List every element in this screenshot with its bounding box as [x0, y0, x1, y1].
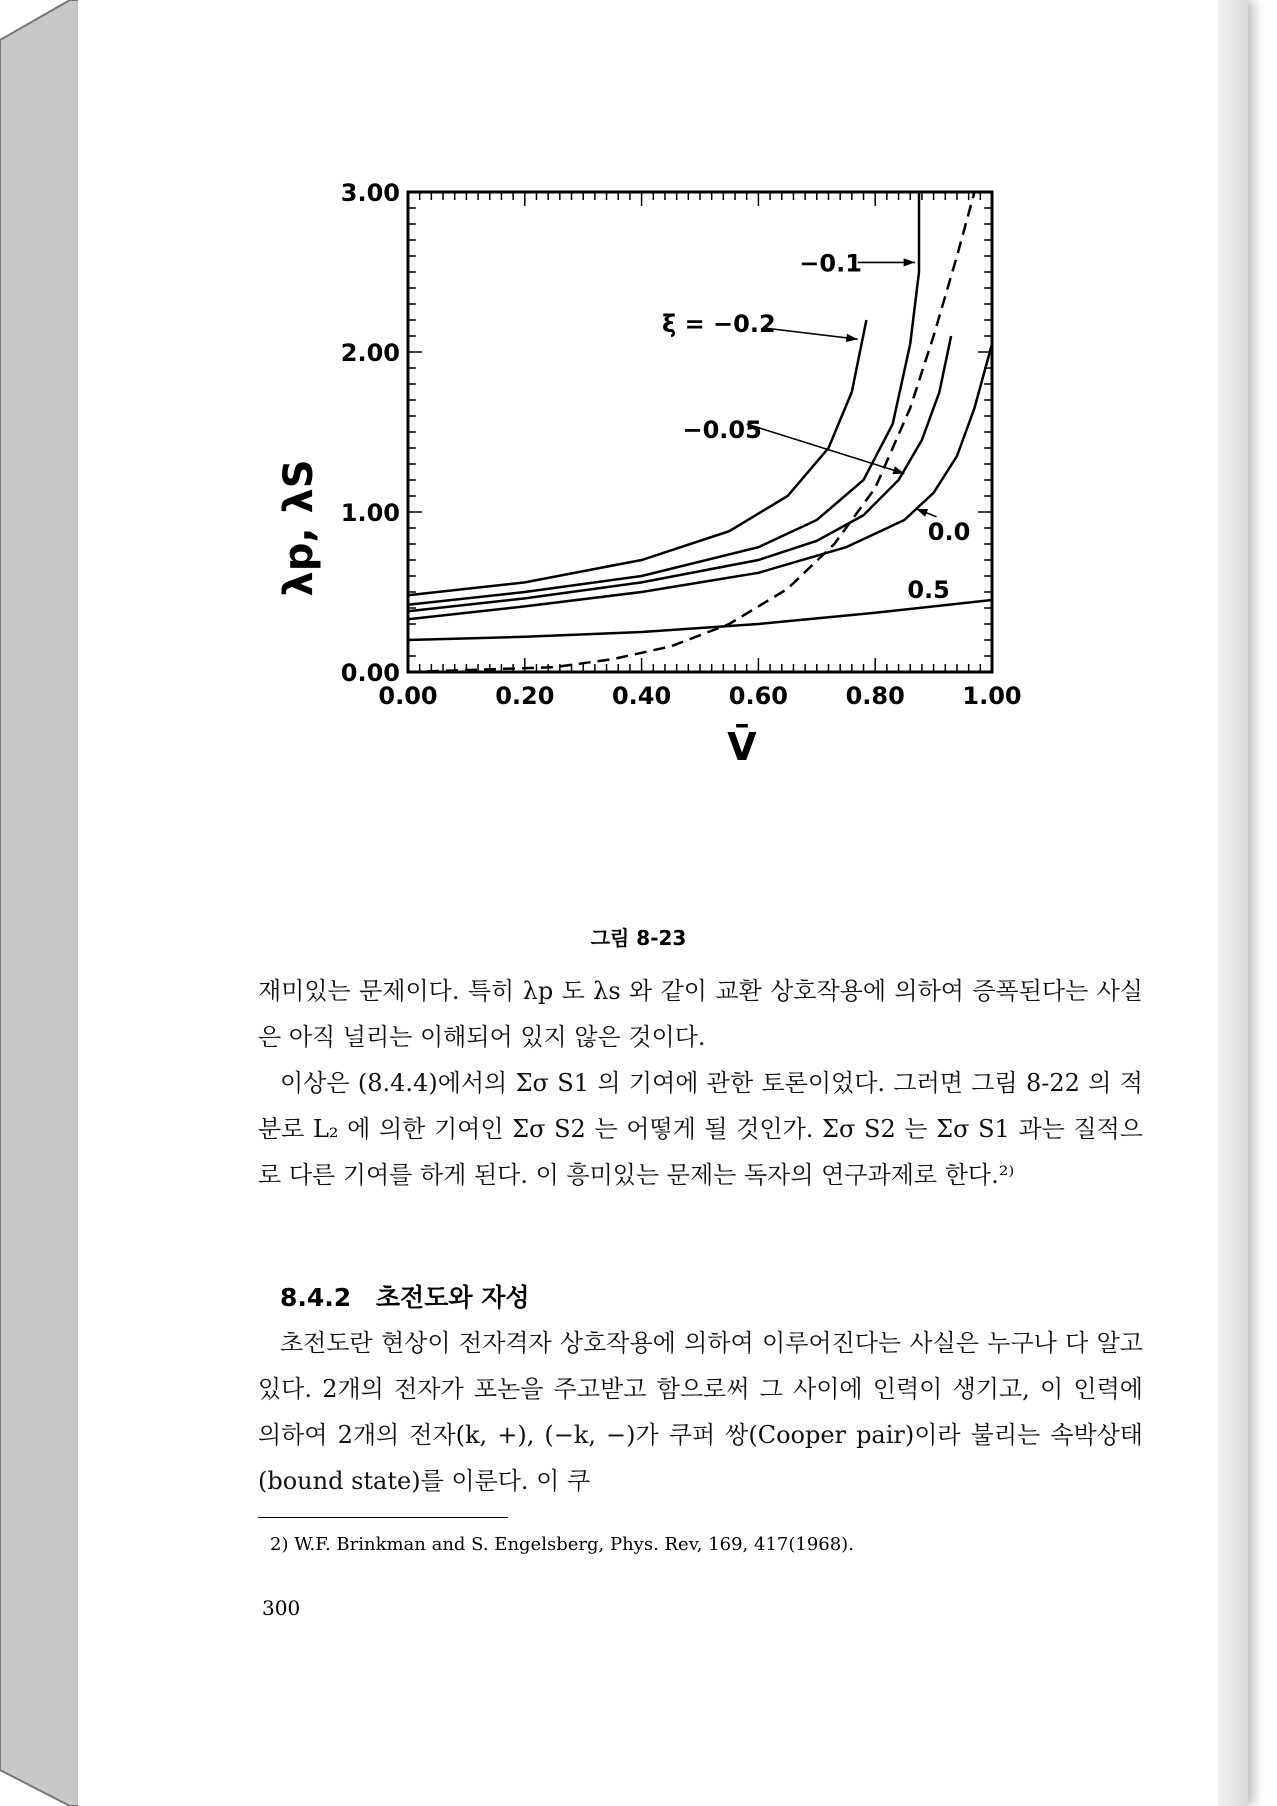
section-heading — [280, 1278, 530, 1314]
annotation-arrow — [764, 328, 857, 339]
annotation-arrowhead — [846, 334, 858, 342]
x-tick-label: 0.40 — [611, 682, 672, 710]
section-title: 초전도와 자성 — [375, 1283, 530, 1312]
x-tick-label: 0.60 — [728, 682, 789, 710]
figure-caption: 그림 8-23 — [590, 926, 687, 950]
section-number: 8.4.2 — [280, 1283, 352, 1312]
paragraph-2: 이상은 (8.4.4)에서의 Σσ S1 의 기여에 관한 토론이었다. 그러면 그림 8-22 의 적분로 L₂ 에 의한 기여인 Σσ S2 는 어떻게 될 것인가. Σσ S2 는 Σσ S1 과는 질적으로 다른 기여를 하게 된다. 이 흥미있는 문제는 독자의 연구과제로 한다.²⁾ — [258, 1069, 1143, 1189]
y-axis-label: λp, λS — [276, 459, 322, 597]
footnote: 2) W.F. Brinkman and S. Engelsberg, Phys. Rev, 169, 417(1968). — [270, 1534, 854, 1555]
x-tick-label: 0.20 — [495, 682, 555, 710]
body-text-top — [258, 968, 1143, 1198]
lambda-vs-v-chart — [250, 180, 1110, 880]
x-tick-label: 0.00 — [378, 682, 438, 710]
footnote-divider — [258, 1517, 508, 1518]
series-line--0-2 — [408, 320, 866, 595]
annotation-label: ξ = −0.2 — [662, 310, 776, 339]
x-tick-label: 1.00 — [962, 682, 1022, 710]
series-line--0-05 — [408, 336, 951, 611]
x-axis-label: V̄ — [727, 725, 757, 769]
y-tick-label: 0.00 — [340, 659, 400, 687]
annotation-arrowhead — [904, 258, 915, 266]
y-tick-label: 1.00 — [340, 499, 400, 527]
annotation-arrowhead — [892, 466, 904, 474]
book-spine — [0, 0, 80, 1806]
y-tick-label: 3.00 — [340, 180, 400, 207]
page-number: 300 — [262, 1596, 301, 1620]
body-text-bottom — [258, 1320, 1143, 1504]
page-edge — [1218, 0, 1248, 1806]
y-tick-label: 2.00 — [340, 339, 400, 367]
annotation-label: −0.05 — [682, 415, 762, 444]
paragraph-1: 재미있는 문제이다. 특히 λp 도 λs 와 같이 교환 상호작용에 의하여 증폭된다는 사실은 아직 널리는 이해되어 있지 않은 것이다. — [258, 977, 1143, 1051]
x-tick-label: 0.80 — [845, 682, 905, 710]
annotation-label: −0.1 — [799, 249, 862, 278]
annotation-label: 0.5 — [907, 575, 950, 604]
paragraph-3: 초전도란 현상이 전자격자 상호작용에 의하여 이루어진다는 사실은 누구나 다 알고 있다. 2개의 전자가 포논을 주고받고 함으로써 그 사이에 인력이 생기고, 이 인력에 의하여 2개의 전자(k, +), (−k, −)가 쿠퍼 쌍(Cooper pair)이라 불리는 속박상태(bound state)를 이룬다. 이 쿠 — [258, 1329, 1143, 1495]
annotation-label: 0.0 — [927, 518, 971, 547]
annotation-arrowhead — [916, 509, 928, 517]
series-line-0-0 — [408, 344, 992, 619]
